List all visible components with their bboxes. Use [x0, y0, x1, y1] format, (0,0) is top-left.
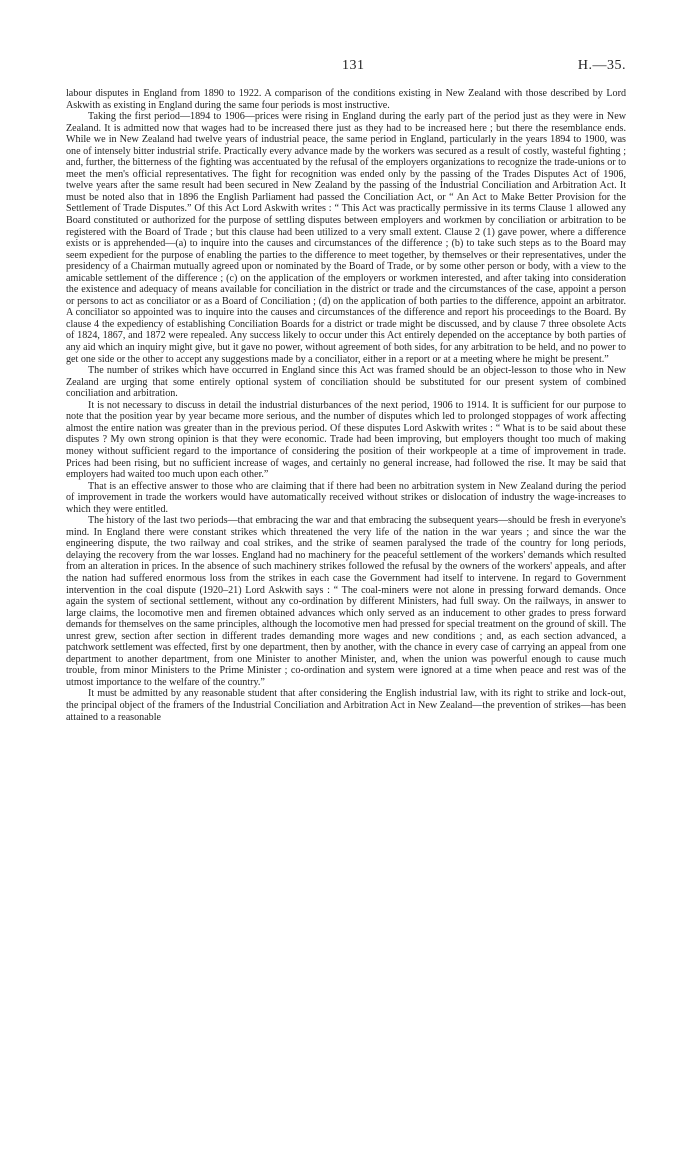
paragraph-conclusion: It must be admitted by any reasonable student that after considering the English industrial law, with its right to strike and lock-out, the principal object of the framers of the Industrial Conciliation and Arbitration Act in New Zealand—the prevention of strikes—has been attained to a reasonable: [66, 688, 626, 723]
paragraph-strikes-lesson: The number of strikes which have occurred in England since this Act was framed should be an object-lesson to those who in New Zealand are urging that some entirely optional system of conciliation should be substituted for our present system of combined conciliation and arbitration.: [66, 365, 626, 400]
document-page: [66, 58, 626, 1138]
page-number: 131: [342, 58, 365, 73]
paragraph-continued: labour disputes in England from 1890 to 1922. A comparison of the conditions existing in New Zealand with those described by Lord Askwith as existing in England during the same four periods is most instructive.: [66, 88, 626, 111]
body-text: [66, 88, 626, 723]
document-reference: H.—35.: [577, 58, 626, 73]
paragraph-last-two-periods: The history of the last two periods—that embracing the war and that embracing the subsequent years—should be fresh in everyone's mind. In England there were constant strikes which threatened the very life of the nation in the war years ; and since the war the engineering dispute, the two railway and coal strikes, and the strike of seamen paralysed the trade of the country for long periods, delaying the recovery from the war losses. England had no machinery for the peaceful settlement of the workers' demands which resulted from an alteration in prices. In the absence of such machinery strikes followed the refusal by the owners of the workers' appeals, and after the nation had suffered enormous loss from the strikes in each case the Government had itself to intervene. In regard to Government intervention in the coal dispute (1920–21) Lord Askwith says : “ The coal-miners were not alone in pressing forward demands. Once again the system of sectional settlement, without any co-ordination by different Ministers, had full sway. On the railways, in answer to large claims, the locomotive men and firemen obtained advances which only served as an inducement to other grades to press forward demands for themselves on the same principles, although the locomotive men had pressed for special treatment on the ground of skill. The unrest grew, section after section in different trades demanding more wages and new conditions ; and, as each section advanced, a patchwork settlement was effected, first by one department, then by another, with the chance in every case of carrying an appeal from one department to another department, from one Minister to another Minister, and, when the union was powerful enough to cause much trouble, from minor Ministers to the Prime Minister ; co-ordination and system were ignored at a time when peace and rest was of the utmost importance to the welfare of the country.”: [66, 515, 626, 688]
page-header: [66, 58, 626, 82]
paragraph-second-period: It is not necessary to discuss in detail the industrial disturbances of the next period, 1906 to 1914. It is sufficient for our purpose to note that the position year by year became more serious, and the number of disputes which led to prolonged stoppages of work affecting almost the entire nation was greater than in the previous period. Of these disputes Lord Askwith writes : “ What is to be said about these disputes ? My own strong opinion is that they were economic. Trade had been improving, but employers thought too much of making money without sufficient regard to the importance of considering the position of their workpeople at a time of improvement in trade. Prices had been rising, but no sufficient increase of wages, and certainly no general increase, had followed the rise. It may be said that employers had waited too much upon each other.”: [66, 399, 626, 481]
paragraph-effective-answer: That is an effective answer to those who are claiming that if there had been no arbitration system in New Zealand during the period of improvement in trade the workers would have automatically received without strikes or dislocation of industry the wage-increases to which they were entitled.: [66, 480, 626, 515]
paragraph-first-period: Taking the first period—1894 to 1906—prices were rising in England during the early part of the period just as they were in New Zealand. It is admitted now that wages had to be increased there just as they had to be increased here ; but there the resemblance ends. While we in New Zealand had twelve years of industrial peace, the same period in England, particularly in the years 1894 to 1900, was one of intensely bitter industrial strife. Practically every advance made by the workers was secured as a result of costly, wasteful fighting ; and, further, the bitterness of the fighting was accentuated by the refusal of the employers organizations to recognize the trade-unions or to meet the men's official representatives. The fight for recognition was ended only by the passing of the Trades Disputes Act of 1906, twelve years after the same result had been secured in New Zealand by the passing of the Industrial Conciliation and Arbitration Act. It must be noted also that in 1896 the English Parliament had passed the Conciliation Act, or “ An Act to Make Better Provision for the Settlement of Trade Disputes.” Of this Act Lord Askwith writes : “ This Act was practically permissive in its terms Clause 1 allowed any Board constituted or authorized for the purpose of settling disputes between employers and workmen by conciliation or arbitration to be registered with the Board of Trade ; but this clause had been utilized to a very small extent. Clause 2 (1) gave power, where a difference exists or is apprehended—(a) to inquire into the causes and circumstances of the difference ; (b) to take such steps as to the Board may seem expedient for the purpose of enabling the parties to the difference to meet together, by themselves or their representatives, under the presidency of a Chairman mutually agreed upon or nominated by the Board of Trade, or by some other person or body, with a view to the amicable settlement of the difference ; (c) on the application of the employers or workmen interested, and after taking into consideration the existence and adequacy of means available for conciliation in the district or trade and the circumstances of the case, appoint a person or persons to act as conciliator or as a Board of Conciliation ; (d) on the application of both parties to the difference, appoint an arbitrator. A conciliator so appointed was to inquire into the causes and circumstances of the difference and report his proceedings to the Board. By clause 4 the expediency of establishing Conciliation Boards for a district or trade might be discussed, and by clause 7 three obsolete Acts of 1824, 1867, and 1872 were repealed. Any success likely to occur under this Act entirely depended on the acceptance by both parties of any aid which an inquiry might give, but it gave no power, without agreement of both sides, for any arbitration to be held, and no power to get one side or the other to accept any suggestions made by a conciliator, either in a report or at a meeting where he might be present.”: [66, 111, 626, 365]
